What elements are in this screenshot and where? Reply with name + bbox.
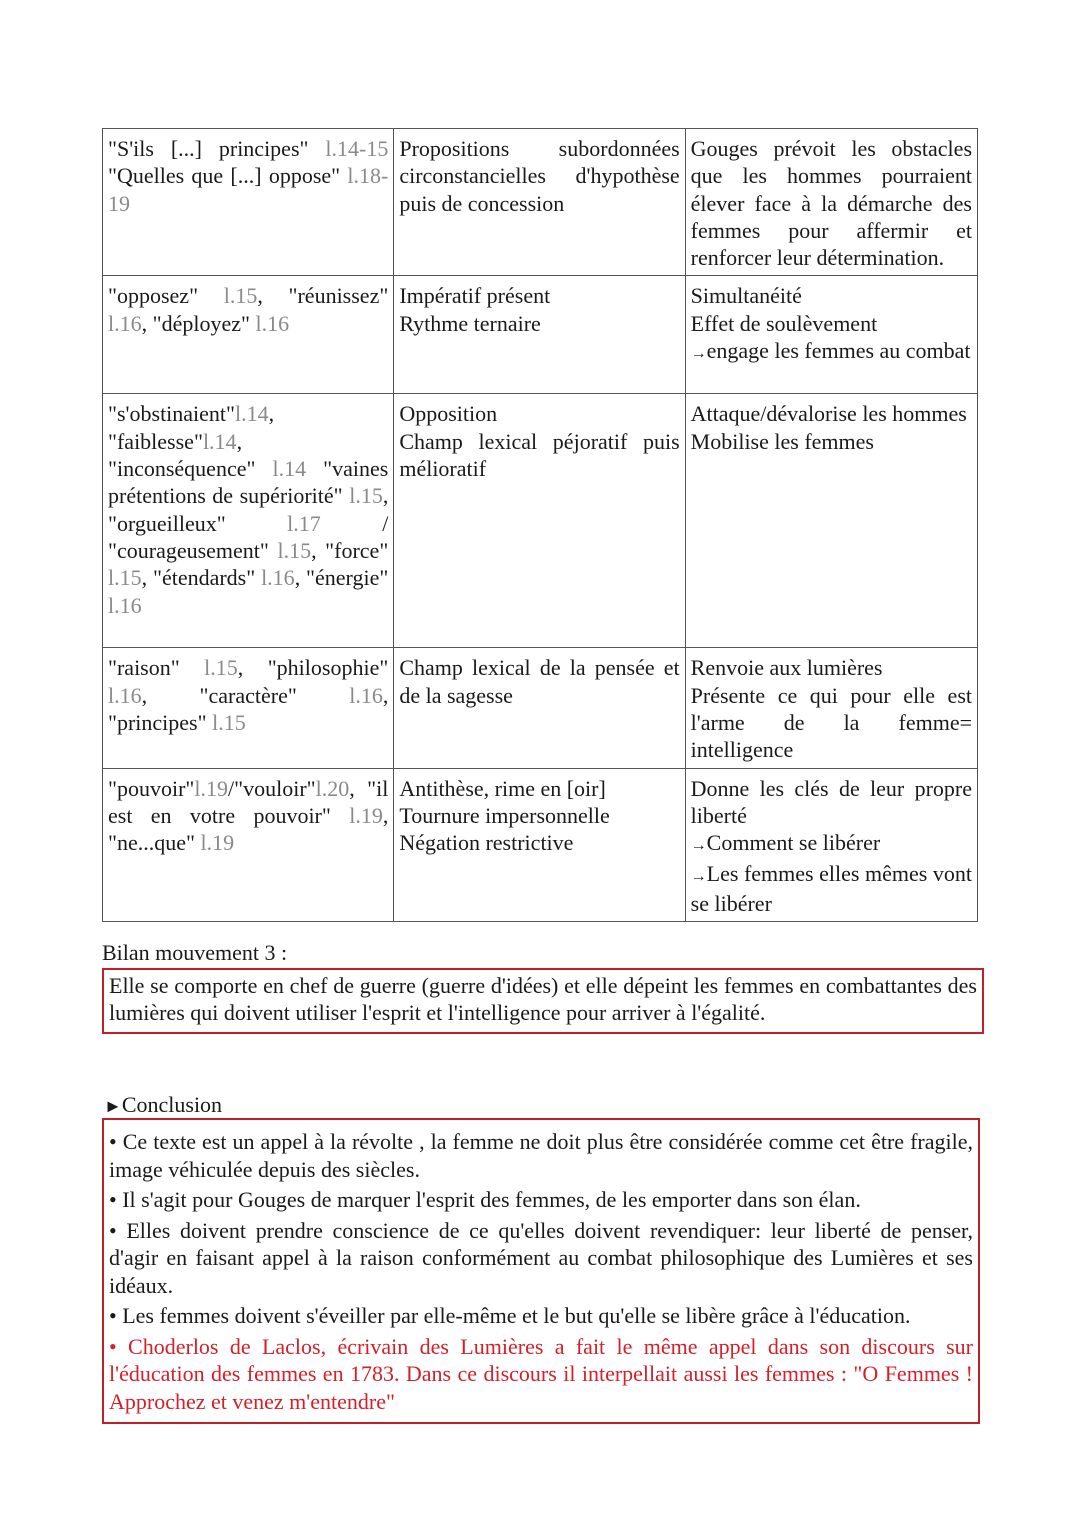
table-row [103, 768, 978, 921]
bilan-title: Bilan mouvement 3 : [102, 940, 288, 965]
line-reference: l.16 [261, 565, 295, 591]
procede-line: Opposition [399, 401, 498, 427]
line-reference: l.19 [194, 775, 229, 801]
quotation-text: , "faiblesse" [108, 401, 275, 454]
line-reference: l.15 [212, 710, 246, 736]
procede-line: Champ lexical de la pensée et de la sagesse [399, 655, 680, 708]
quotation-cell [103, 768, 394, 921]
interpretation-cell [685, 276, 977, 394]
quotation-text: , "énergie" [294, 565, 389, 591]
arrow-right-icon: → [690, 345, 707, 363]
conclusion-box [102, 1118, 980, 1424]
procede-line: Rythme ternaire [399, 310, 541, 336]
procede-cell [394, 648, 685, 768]
bilan-text: Elle se comporte en chef de guerre (guerre d'idées) et elle dépeint les femmes en combattantes des lumières qui doivent utiliser l'esprit et l'intelligence pour arriver à l'égalité. [109, 973, 977, 1026]
line-reference: l.15 [277, 537, 312, 563]
quotation-text: , "déployez" [141, 310, 256, 336]
interpretation-line: Gouges prévoit les obstacles que les hommes pourraient élever face à la démarche des femmes pour affermir et renforcer leur détermination. [690, 136, 972, 271]
procede-line: Tournure impersonnelle [399, 802, 610, 828]
arrow-line-text: Les femmes elles mêmes vont se libérer [690, 860, 972, 916]
quotation-text: , "principes" [108, 682, 389, 736]
interpretation-line: Renvoie aux lumières [690, 655, 883, 681]
line-reference: l.20 [315, 775, 350, 801]
interpretation-line [691, 860, 972, 918]
line-reference: l.19 [200, 830, 235, 856]
conclusion-heading [104, 1092, 222, 1118]
quotation-text: , "étendards" [141, 565, 262, 591]
quotation-text: "raison" [108, 655, 205, 681]
quotation-text: / "courageusement" [108, 510, 389, 563]
conclusion-point: • Ce texte est un appel à la révolte , la femme ne doit plus être considérée comme cet être fragile, image véhiculée depuis des siècles. [109, 1129, 973, 1182]
line-reference: l.15 [108, 565, 142, 591]
arrow-line-text: Comment se libérer [706, 830, 881, 856]
quotation-cell [103, 129, 394, 276]
arrow-line-text: engage les femmes au combat [706, 338, 971, 364]
quotation-text: , "caractère" [141, 682, 350, 708]
line-reference: l.14 [235, 401, 269, 427]
line-reference: l.16 [108, 310, 142, 336]
line-reference: l.16 [255, 310, 290, 336]
procede-line: Négation restrictive [399, 830, 574, 856]
quotation-cell [103, 276, 394, 394]
triangle-bullet-icon: ► [104, 1096, 122, 1116]
bilan-box [102, 968, 984, 1034]
procede-line: Propositions subordonnées circonstancielles d'hypothèse puis de concession [399, 136, 680, 216]
table-row [103, 129, 978, 276]
line-reference: l.14 [272, 456, 307, 482]
procede-line: Antithèse, rime en [oir] [399, 775, 606, 801]
interpretation-cell [685, 648, 977, 768]
procede-cell [394, 394, 685, 648]
line-reference: l.15 [349, 483, 383, 509]
conclusion-title: Conclusion [121, 1092, 223, 1117]
quotation-text: "opposez" [108, 283, 224, 309]
conclusion-point: • Les femmes doivent s'éveiller par elle-même et le but qu'elle se libère grâce à l'éducation. [109, 1303, 911, 1328]
quotation-text: "s'obstinaient" [108, 401, 236, 427]
interpretation-line: Simultanéité [690, 283, 802, 309]
interpretation-line: Donne les clés de leur propre liberté [690, 775, 972, 828]
arrow-right-icon: → [690, 867, 707, 885]
line-reference: l.16 [349, 682, 383, 708]
quotation-text: "S'ils [...] principes" [108, 136, 326, 161]
table-row [103, 394, 978, 648]
procede-cell [394, 129, 685, 276]
interpretation-cell [685, 394, 977, 648]
quotation-text: , "force" [311, 537, 389, 563]
interpretation-cell [685, 129, 977, 276]
quotation-text: , "il est en votre pouvoir" [108, 775, 389, 828]
quotation-text: , "ne...que" [108, 802, 389, 856]
quotation-cell [103, 648, 394, 768]
procede-line: Impératif présent [399, 283, 551, 309]
quotation-text: "vaines prétentions de supériorité" [108, 456, 389, 509]
interpretation-line: Effet de soulèvement [690, 310, 878, 336]
procede-cell [394, 276, 685, 394]
line-reference: l.17 [287, 510, 321, 536]
document-page [102, 128, 982, 1414]
line-reference: l.16 [108, 592, 142, 618]
interpretation-line [691, 337, 972, 367]
interpretation-line: Présente ce qui pour elle est l'arme de la femme= intelligence [690, 682, 972, 763]
conclusion-point: • Elles doivent prendre conscience de ce qu'elles doivent revendiquer: leur liberté de penser, d'agir en faisant appel à la raison conformément au combat philosophique des Lumières et ses idéaux. [109, 1217, 973, 1298]
line-reference: l.19 [349, 802, 383, 828]
quotation-cell [103, 394, 394, 648]
conclusion-point-highlight: • Choderlos de Laclos, écrivain des Lumières a fait le même appel dans son discours sur l'éducation des femmes en 1783. Dans ce discours il interpellait aussi les femmes : "O Femmes ! Approchez et venez m'entendre" [109, 1333, 973, 1414]
quotation-text: , "réunissez" [257, 283, 389, 309]
table-row [103, 276, 978, 394]
analysis-table [102, 128, 978, 922]
procede-line: Champ lexical péjoratif puis mélioratif [399, 428, 680, 482]
quotation-text: , "inconséquence" [108, 428, 273, 482]
line-reference: l.15 [223, 283, 258, 309]
line-reference: l.14 [202, 428, 237, 454]
line-reference: l.14-15 [325, 136, 389, 161]
line-reference: l.15 [204, 655, 238, 681]
arrow-right-icon: → [690, 837, 707, 855]
quotation-text: , "philosophie" [237, 655, 389, 681]
procede-cell [394, 768, 685, 921]
conclusion-point: • Il s'agit pour Gouges de marquer l'esprit des femmes, de les emporter dans son élan. [109, 1187, 861, 1212]
interpretation-line: Attaque/dévalorise les hommes [690, 401, 967, 427]
line-reference: l.16 [108, 682, 142, 708]
interpretation-line [691, 829, 972, 859]
interpretation-line: Mobilise les femmes [690, 428, 874, 454]
table-row [103, 648, 978, 768]
line-reference: l.18-19 [108, 163, 389, 216]
quotation-text: /"vouloir" [228, 775, 316, 801]
interpretation-cell [685, 768, 977, 921]
quotation-text: "Quelles que [...] oppose" [108, 163, 348, 189]
analysis-table-body [103, 129, 978, 922]
quotation-text: , "orgueilleux" [108, 483, 389, 536]
quotation-text: "pouvoir" [108, 775, 195, 801]
